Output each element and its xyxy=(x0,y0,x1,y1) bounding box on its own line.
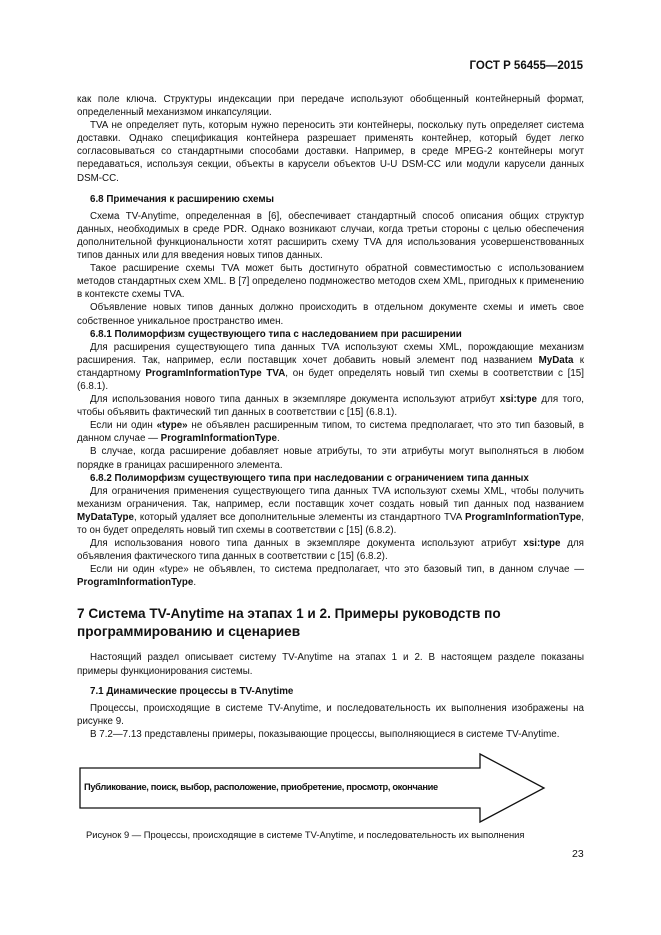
arrow-label: Публикование, поиск, выбор, расположение, приобретение, просмотр, окончание xyxy=(84,782,438,792)
paragraph: В 7.2—7.13 представлены примеры, показывающие процессы, выполняющиеся в системе TV-Anytime. xyxy=(90,728,560,740)
page-body xyxy=(77,93,584,741)
section-heading-6-8: 6.8 Примечания к расширению схемы xyxy=(90,193,274,205)
section-heading-6-8-1: 6.8.1 Полиморфизм существующего типа с наследованием при расширении xyxy=(90,328,462,340)
section-heading-6-8-2: 6.8.2 Полиморфизм существующего типа при наследовании с ограничением типа данных xyxy=(90,472,529,484)
paragraph: Для ограничения применения существующего типа данных TVA используют схемы XML, чтобы получить механизм ограничения. Так, например, если поставщик хочет создать новый тип данных под названием MyDataType, который удаляет все дополнительные элементы из стандартного TVA ProgramInformationType, то он будет определять новый тип схемы в соответствии с [15] (6.8.2). xyxy=(77,485,584,536)
paragraph: Схема TV-Anytime, определенная в [6], обеспечивает стандартный способ описания общих структур данных, необходимых в среде PDR. Однако возникают случаи, когда третьи стороны с целью обеспечения дополнительной функциональности хотят расширить схему TVA для использования усовершенствованных типов данных или для введения новых типов данных. xyxy=(77,210,584,262)
figure-9-process-arrow xyxy=(78,752,548,824)
paragraph: Объявление новых типов данных должно происходить в отдельном документе схемы и иметь свое собственное уникальное пространство имен. xyxy=(77,302,584,327)
paragraph: Для расширения существующего типа данных TVA используют схемы XML, порождающие механизм расширения. Так, например, если поставщик хочет добавить новый элемент под названием MyData к стандартному ProgramInformationType TVA, он будет определять новый тип схемы в соответствии с [15] (6.8.1). xyxy=(77,341,584,392)
paragraph: Настоящий раздел описывает систему TV-Anytime на этапах 1 и 2. В настоящем разделе показаны примеры функционирования системы. xyxy=(77,652,584,677)
paragraph: как поле ключа. Структуры индексации при передаче используют обобщенный контейнерный формат, определенный механизмом инкапсуляции. xyxy=(77,94,584,119)
page-number: 23 xyxy=(572,848,584,860)
paragraph: Если ни один «type» не объявлен расширенным типом, то система предполагает, что это тип базовый, в данном случае — ProgramInformationType. xyxy=(77,420,584,445)
figure-caption: Рисунок 9 — Процессы, происходящие в системе TV-Anytime, и последовательность их выполнения xyxy=(86,829,525,840)
paragraph: Если ни один «type» не объявлен, то система предполагает, что это базовый тип, в данном случае — ProgramInformationType. xyxy=(77,564,584,589)
paragraph: Для использования нового типа данных в экземпляре документа используют атрибут xsi:type для объявления фактического типа данных в соответствии с [15] (6.8.2). xyxy=(77,538,584,563)
document-id: ГОСТ Р 56455—2015 xyxy=(469,60,583,72)
paragraph: Такое расширение схемы TVA может быть достигнуто обратной совместимостью с использованием методов стандартных схем XML. В [7] определено подмножество методов схем XML, пригодных к применению в контексте схемы TVA. xyxy=(77,263,584,301)
paragraph: Для использования нового типа данных в экземпляре документа используют атрибут xsi:type для того, чтобы объявить фактический тип данных в соответствии с [15] (6.8.1). xyxy=(77,394,584,419)
section-heading-7: 7 Система TV-Anytime на этапах 1 и 2. Примеры руководств по программированию и сценариев xyxy=(77,606,501,640)
paragraph: TVA не определяет путь, которым нужно переносить эти контейнеры, поскольку путь определяет система доставки. Однако спецификация контейнера разрешает применять контейнер, который будет легко согласовываться со стандартными способами доставки. Например, в среде MPEG-2 контейнеры могут передаваться, используя секции, объекты в карусели объектов U-U DSM-CC или модули карусели данных DSM-CC. xyxy=(77,120,584,184)
paragraph: Процессы, происходящие в системе TV-Anytime, и последовательность их выполнения изображены на рисунке 9. xyxy=(77,702,584,727)
section-heading-7-1: 7.1 Динамические процессы в TV-Anytime xyxy=(90,685,294,697)
paragraph: В случае, когда расширение добавляет новые атрибуты, то эти атрибуты могут выполняться в любом порядке в границах расширенного элемента. xyxy=(77,446,584,471)
